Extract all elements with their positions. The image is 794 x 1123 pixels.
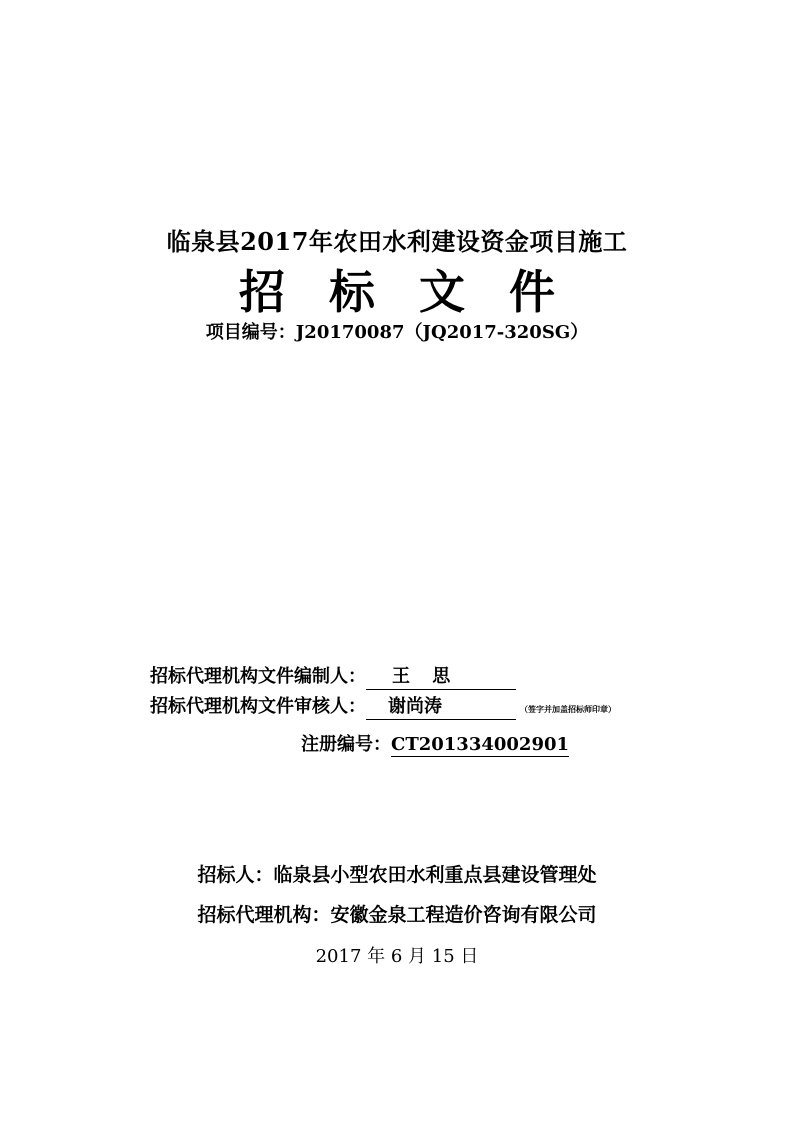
document-type-heading: 招标文件 bbox=[239, 265, 599, 319]
issue-date: 2017 年 6 月 15 日 bbox=[315, 946, 479, 967]
tenderer-line: 招标人：临泉县小型农田水利重点县建设管理处 bbox=[197, 864, 597, 886]
preparer-name: 王 思 bbox=[366, 662, 516, 690]
reviewer-row bbox=[150, 692, 616, 720]
preparer-label: 招标代理机构文件编制人： bbox=[150, 666, 366, 687]
reviewer-name: 谢尚涛 bbox=[366, 692, 516, 720]
project-number: 项目编号：J20170087（JQ2017-320SG） bbox=[205, 322, 589, 343]
project-title: 临泉县2017年农田水利建设资金项目施工 bbox=[166, 227, 628, 256]
agency-line: 招标代理机构：安徽金泉工程造价咨询有限公司 bbox=[197, 904, 597, 926]
registration-label: 注册编号： bbox=[301, 734, 391, 755]
reviewer-stamp-note: （签字并加盖招标师印章） bbox=[520, 704, 616, 714]
preparer-row bbox=[150, 662, 516, 690]
registration-row bbox=[301, 730, 569, 757]
registration-number: CT201334002901 bbox=[391, 734, 570, 755]
reviewer-label: 招标代理机构文件审核人： bbox=[150, 696, 366, 717]
